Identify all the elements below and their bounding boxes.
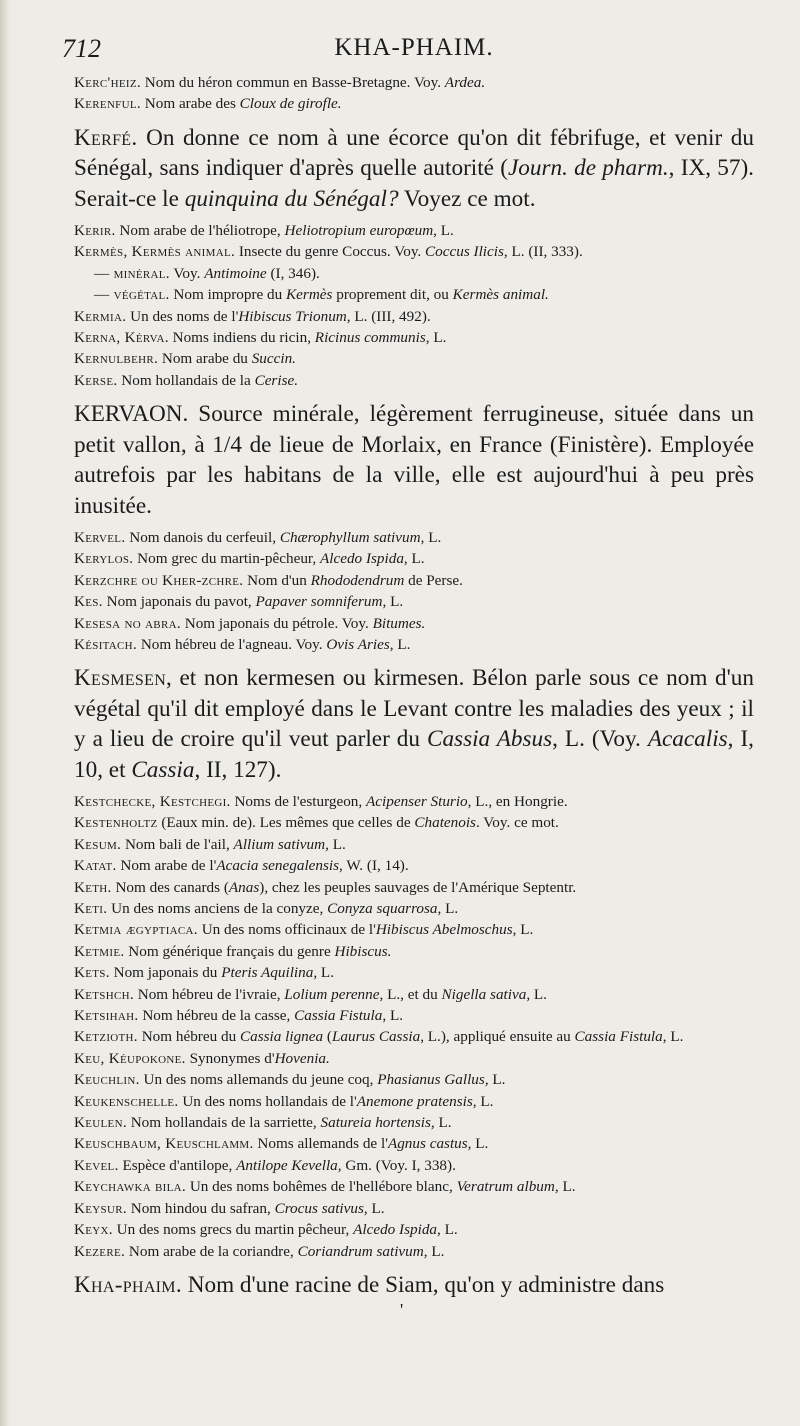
entry: [74, 1026, 754, 1047]
entry-text: Source minérale, légèrement ferrugineuse, située dans un petit vallon, à 1/4 de lieue de Morlaix, en France (Finistère). Employée autrefois par les habitans de la ville, elle est aujourd'hui à peu près inusitée.: [74, 401, 754, 519]
entry: [74, 941, 754, 962]
entry: [74, 634, 754, 655]
entry-text: (Eaux min. de). Les mêmes que celles de: [157, 814, 415, 832]
entry: [74, 962, 754, 983]
entry: [74, 370, 754, 391]
entry-head: Kezere.: [74, 1242, 126, 1260]
entry-text: Nom arabe de la coriandre,: [125, 1242, 298, 1260]
entry-italic: Succin.: [251, 350, 296, 368]
entry-major: [74, 399, 754, 521]
entry-italic: Kermès: [286, 286, 333, 304]
entry-head: Ketsihah.: [74, 1007, 139, 1025]
entry-head: Kestchecke, Kestchegi.: [74, 792, 231, 810]
entry-italic: Antimoine: [204, 264, 267, 282]
running-title: KHA-PHAIM.: [334, 34, 494, 61]
entry-text: , L.: [403, 550, 425, 568]
entry-text: , L.: [484, 1071, 506, 1089]
entry: [74, 834, 754, 855]
entry-italic: Coriandrum sativum: [297, 1242, 424, 1260]
entry-text: , L., et du: [379, 985, 442, 1003]
entry-head: Kes.: [74, 593, 103, 611]
entry-head: — minéral.: [94, 264, 170, 282]
entry-text: Un des noms de l': [126, 307, 239, 325]
entry-head: Keychawka bila.: [74, 1178, 187, 1196]
entry-text: Nom hollandais de la: [117, 371, 255, 389]
entry-head: Keti.: [74, 900, 108, 917]
entry-text: Voyez ce mot.: [398, 185, 536, 212]
entry-text: , L.: [425, 329, 447, 347]
entry: [74, 877, 754, 898]
entry: [74, 1133, 754, 1154]
entry-text: Synonymes d': [185, 1049, 275, 1067]
entry-head: Kha-phaim.: [74, 1271, 182, 1298]
entry-text: Noms de l'esturgeon,: [230, 792, 366, 810]
entry-text: Nom arabe du: [158, 350, 252, 368]
entry-text: , L.: [472, 1092, 494, 1110]
entry-italic: Lolium perenne: [284, 985, 380, 1003]
entry-text: Un des noms bohêmes de l'hellébore blanc,: [186, 1178, 457, 1196]
entry-head: Kestenholtz: [74, 814, 158, 832]
entry-italic: Bitumes.: [372, 614, 426, 632]
entry-text: , I, 10, et: [74, 726, 754, 783]
entry-text: Un des noms anciens de la conyze,: [107, 900, 328, 917]
entry: [74, 1091, 754, 1112]
entry-text: Noms indiens du ricin,: [168, 329, 315, 347]
entry-text: , L.: [554, 1178, 576, 1196]
entry-italic: Ardea.: [444, 74, 486, 91]
print-mark: ': [400, 1300, 404, 1320]
entry-head: Kerse.: [74, 371, 118, 389]
entry-text: Nom hébreu de l'ivraie,: [133, 985, 285, 1003]
entry-text: , W. (I, 14).: [339, 857, 409, 875]
entry-italic: Cerise.: [254, 371, 299, 389]
entry: [74, 855, 754, 876]
entry: [74, 72, 754, 93]
entry: [74, 1069, 754, 1090]
entry-italic: Crocus sativus: [274, 1199, 364, 1217]
entry-italic: Heliotropium europœum: [284, 222, 434, 240]
entry-italic: Coccus Ilicis: [425, 243, 504, 261]
entry-italic: Antilope Kevella: [236, 1156, 338, 1174]
entry-text: Nom générique français du genre: [124, 942, 335, 960]
entry-head: Kesmesen: [74, 665, 167, 692]
entry-text: Nom hébreu du: [137, 1028, 240, 1046]
entry-italic: Anemone pratensis: [356, 1092, 473, 1110]
entry-italic: Acipenser Sturio: [366, 792, 468, 810]
entry-text: Nom bali de l'ail,: [121, 835, 234, 853]
entry-head: Keuschbaum, Keuschlamm.: [74, 1135, 254, 1153]
entry-head: Kevel.: [74, 1156, 119, 1174]
entry-text: Nom d'une racine de Siam, qu'on y administre dans: [181, 1271, 665, 1298]
entry: [74, 984, 754, 1005]
entry-head: — végétal.: [94, 286, 170, 304]
entry-text: , L.: [437, 1221, 458, 1239]
entry-italic: Phasianus Gallus: [377, 1071, 485, 1089]
entry-text: Nom hollandais de la sarriette,: [126, 1114, 321, 1132]
entry-text: ), chez les peuples sauvages de l'Amérique Septentr.: [259, 878, 577, 896]
entry: [74, 1005, 754, 1026]
entry-text: de Perse.: [404, 571, 463, 589]
entry-text: Nom hébreu de l'agneau. Voy.: [137, 635, 327, 653]
entry: [74, 1112, 754, 1133]
entry-text: , IX, 57). Serait-ce le: [74, 155, 754, 212]
entry-italic: Cloux de girofle.: [239, 95, 342, 113]
entry-italic: Acacalis: [647, 726, 728, 753]
entry-head: Kesesa no abra.: [74, 614, 181, 632]
entry-italic: Alcedo Ispida: [319, 550, 404, 568]
entry-text: Nom hébreu de la casse,: [138, 1007, 295, 1025]
entry: [74, 1048, 754, 1069]
entry-head: Kervel.: [74, 528, 126, 546]
entry-italic: Hibiscus.: [334, 942, 392, 960]
entry-italic: Ovis Aries: [326, 635, 390, 653]
entry: [74, 898, 754, 919]
entry-italic: Cassia Fistula: [294, 1007, 383, 1025]
entry-major: [74, 1270, 754, 1300]
entry-text: Un des noms officinaux de l': [197, 921, 376, 939]
entry-head: Keukenschelle.: [74, 1092, 179, 1110]
entry-head: Kermia.: [74, 307, 127, 325]
entry-head: Kesum.: [74, 835, 122, 853]
entry-head: Ketmia ægyptiaca.: [74, 921, 198, 939]
entry-text: (I, 346).: [266, 264, 320, 282]
entry-italic: Hibiscus Abelmoschus: [375, 921, 513, 939]
entry-head: Keyx.: [74, 1221, 113, 1239]
entry-italic: quinquina du Sénégal?: [184, 185, 399, 212]
entry-head: Keulen.: [74, 1114, 127, 1132]
entry-text: , et non kermesen ou kirmesen. Bélon parle sous ce nom d'un végétal qu'il dit employé dans le Levant contre les maladies des yeux ; il y a lieu de croire qu'il veut parler du: [74, 665, 754, 753]
entry-text: , L. (II, 333).: [503, 243, 583, 261]
page-header: [62, 34, 754, 68]
entry-text: , L.: [382, 593, 404, 611]
entry-text: Nom des canards (: [111, 878, 229, 896]
entry-italic: Cassia: [131, 756, 195, 783]
entry: [74, 263, 754, 284]
entry-head: Keysur.: [74, 1199, 127, 1217]
entry-italic: Laurus Cassia: [331, 1028, 421, 1046]
entry: [74, 570, 754, 591]
entry-text: , L.: [437, 900, 459, 917]
entry-text: , Gm. (Voy. I, 338).: [337, 1156, 456, 1174]
entry-text: , L.), appliqué ensuite au: [420, 1028, 575, 1046]
entry-italic: Hibiscus Trionum: [238, 307, 347, 325]
entry-text: , L.: [433, 222, 454, 240]
entry-text: On donne ce nom à une écorce qu'on dit fébrifuge, et venir du Sénégal, sans indiquer d'après quelle autorité (: [74, 124, 754, 182]
entry-text: , L.: [382, 1007, 404, 1025]
entry-head: Keu, Kéupokone.: [74, 1049, 186, 1067]
entry-head: Kermès, Kermès animal.: [74, 243, 236, 261]
entry: [74, 812, 754, 833]
entry-italic: Veratrum album: [456, 1178, 555, 1196]
entry-head: Kernulbehr.: [74, 350, 159, 368]
entry-text: , L.: [423, 1242, 445, 1260]
entry: [74, 919, 754, 940]
entry: [74, 1155, 754, 1176]
entry: [74, 220, 754, 241]
entry: [74, 1219, 754, 1240]
entry-text: , L.: [467, 1135, 489, 1153]
entry-text: , L.: [325, 835, 346, 853]
entry: [74, 791, 754, 812]
entry-text: Nom grec du martin-pêcheur,: [133, 550, 320, 568]
entry-text: proprement dit, ou: [332, 286, 453, 304]
entry-text: Nom danois du cerfeuil,: [125, 528, 280, 546]
entry-head: Ketzioth.: [74, 1028, 138, 1046]
entry-italic: Cassia Fistula: [574, 1028, 663, 1046]
entry-head: Kerir.: [74, 222, 116, 240]
entry-text: , L.: [313, 964, 334, 982]
entry-text: Espèce d'antilope,: [118, 1156, 237, 1174]
entry: [74, 348, 754, 369]
entry-head: Keth.: [74, 878, 112, 896]
entry-text: . Voy. ce mot.: [475, 814, 559, 832]
entry-italic: Ricinus communis: [314, 329, 426, 347]
entry-italic: Satureia hortensis: [320, 1114, 431, 1132]
entry-text: Nom japonais du: [109, 964, 222, 982]
entry-head: Kets.: [74, 964, 110, 982]
entry-text: Insecte du genre Coccus. Voy.: [235, 243, 426, 261]
entry-text: , L., en Hongrie.: [467, 792, 568, 810]
entry-italic: Hovenia.: [274, 1049, 330, 1067]
entry-text: , II, 127).: [194, 756, 282, 783]
entry-head: Kerylos.: [74, 550, 134, 568]
entry-text: Un des noms hollandais de l': [178, 1092, 357, 1110]
entry-italic: Conyza squarrosa: [327, 900, 438, 917]
entry-text: , L.: [389, 635, 411, 653]
binding-shadow: [0, 0, 10, 1426]
page-number: 712: [62, 34, 101, 63]
entry-italic: Alcedo Ispida: [353, 1221, 438, 1239]
entry-major: [74, 663, 754, 785]
entry: [74, 284, 754, 305]
entry-text: , L.: [363, 1199, 385, 1217]
entry: [74, 241, 754, 262]
entry-text: Nom japonais du pavot,: [102, 593, 256, 611]
entry: [74, 1176, 754, 1197]
entry-italic: Acacia senegalensis: [216, 857, 340, 875]
entry-head: Kerfé.: [74, 124, 138, 151]
entry-text: Noms allemands de l': [253, 1135, 388, 1153]
entry: [74, 1241, 754, 1262]
entry-head: Kerna, Kérva.: [74, 329, 169, 347]
entry-head: Keuchlin.: [74, 1071, 140, 1089]
entry-head: Ketmie.: [74, 942, 125, 960]
entry-italic: Cassia lignea: [239, 1028, 324, 1046]
entry-text: (: [323, 1028, 332, 1046]
entry-text: Un des noms allemands du jeune coq,: [139, 1071, 378, 1089]
entry-italic: Nigella sativa: [441, 985, 527, 1003]
entry-head: Késitach.: [74, 635, 138, 653]
entry-head: Ketshch.: [74, 985, 134, 1003]
entry: [74, 327, 754, 348]
entry-text: Nom d'un: [243, 571, 311, 589]
entry-text: , L.: [430, 1114, 452, 1132]
entry-italic: Chærophyllum sativum: [279, 528, 421, 546]
entry-italic: Papaver somniferum: [255, 593, 383, 611]
entry-text: , L.: [512, 921, 534, 939]
entry-text: Nom arabe de l': [116, 857, 217, 875]
entry-italic: Chatenois: [414, 814, 476, 832]
entry-text: , L. (III, 492).: [346, 307, 431, 325]
entry: [74, 527, 754, 548]
entry-text: Nom japonais du pétrole. Voy.: [180, 614, 373, 632]
entry-major: [74, 123, 754, 214]
entry-text: Voy.: [169, 264, 205, 282]
entry: [74, 93, 754, 114]
entry: [74, 591, 754, 612]
entry-text: , L.: [526, 985, 547, 1003]
entry-head: Katat.: [74, 857, 117, 875]
entry: [74, 306, 754, 327]
entry-italic: Kermès animal.: [452, 286, 549, 304]
entry-italic: Pteris Aquilina: [221, 964, 314, 982]
entry-text: , L.: [420, 528, 442, 546]
entry-text: Nom arabe de l'héliotrope,: [115, 222, 285, 240]
entry-text: Un des noms grecs du martin pêcheur,: [112, 1221, 354, 1239]
entry-head: Kerc'heiz.: [74, 74, 141, 91]
entry: [74, 548, 754, 569]
entry-italic: Rhododendrum: [310, 571, 405, 589]
entry-head: Kerzchre ou Kher-zchre.: [74, 571, 244, 589]
entry-italic: Agnus castus: [387, 1135, 468, 1153]
entry-text: , L.: [662, 1028, 684, 1046]
entry-italic: Anas: [228, 878, 260, 896]
entry: [74, 613, 754, 634]
entry-text: Nom hindou du safran,: [126, 1199, 275, 1217]
entry-text: , L. (Voy.: [552, 726, 648, 753]
entry-italic: Allium sativum: [233, 835, 326, 853]
entry-text: Nom impropre du: [169, 286, 287, 304]
entry-head: KERVAON.: [74, 401, 189, 428]
entry-italic: Cassia Absus: [427, 726, 553, 753]
entry-head: Kerenful.: [74, 95, 141, 113]
entry-text: Nom du héron commun en Basse-Bretagne. Voy.: [140, 74, 445, 91]
entry-italic: Journ. de pharm.: [507, 155, 669, 182]
entry-text: Nom arabe des: [140, 95, 240, 113]
entry: [74, 1198, 754, 1219]
